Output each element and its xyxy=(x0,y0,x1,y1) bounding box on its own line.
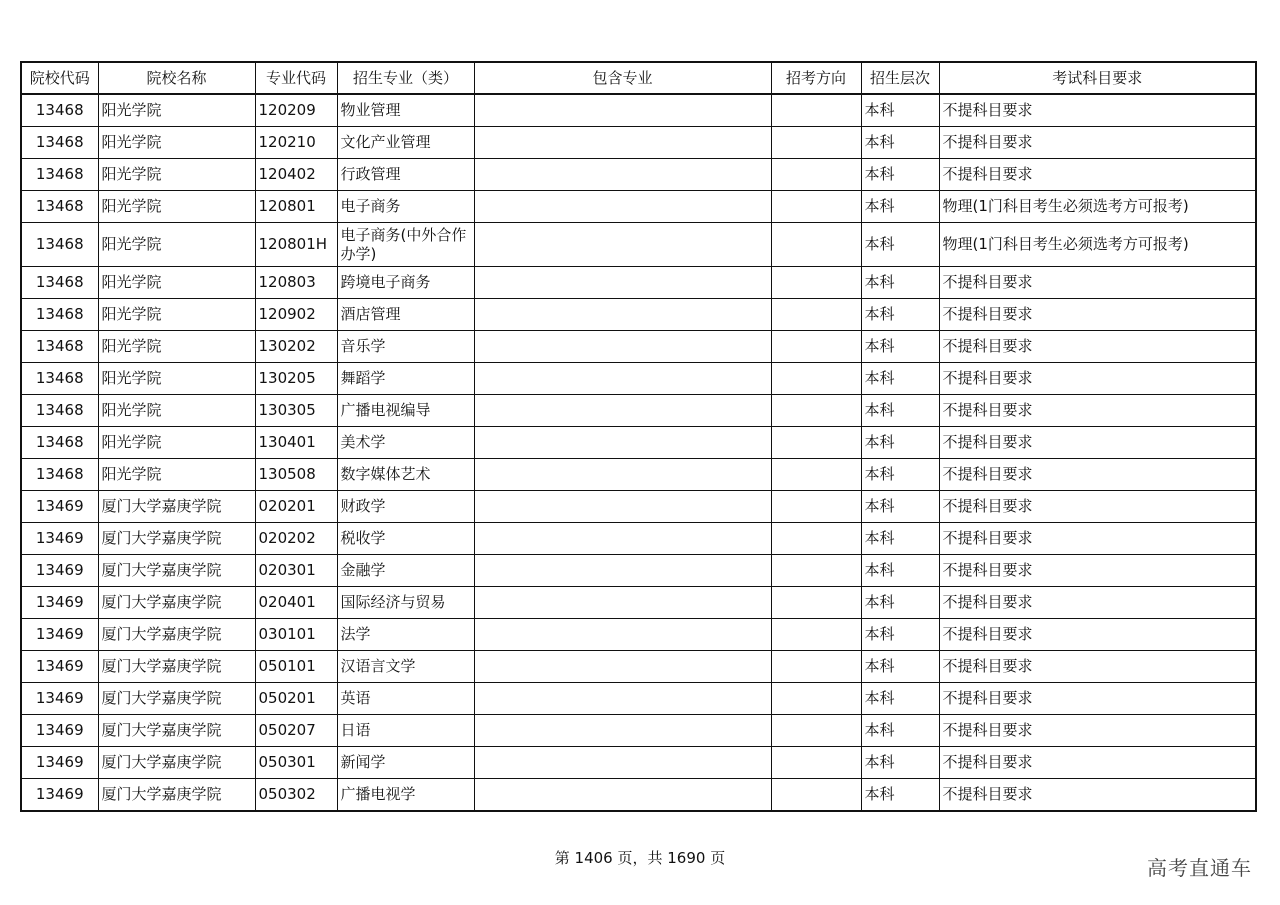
cell-major-name: 音乐学 xyxy=(337,331,474,363)
cell-school-code: 13468 xyxy=(21,459,98,491)
cell-major-name: 行政管理 xyxy=(337,159,474,191)
cell-included-majors xyxy=(474,427,771,459)
cell-included-majors xyxy=(474,395,771,427)
cell-major-name: 广播电视编导 xyxy=(337,395,474,427)
cell-level: 本科 xyxy=(861,587,939,619)
cell-subject-requirement: 不提科目要求 xyxy=(939,159,1256,191)
cell-school-name: 阳光学院 xyxy=(98,299,255,331)
cell-level: 本科 xyxy=(861,651,939,683)
cell-level: 本科 xyxy=(861,94,939,127)
cell-school-code: 13469 xyxy=(21,747,98,779)
table-row xyxy=(21,363,1256,395)
cell-direction xyxy=(771,619,861,651)
header-school-name: 院校名称 xyxy=(98,62,255,94)
cell-major-code: 020401 xyxy=(255,587,337,619)
cell-subject-requirement: 不提科目要求 xyxy=(939,331,1256,363)
cell-direction xyxy=(771,491,861,523)
cell-included-majors xyxy=(474,715,771,747)
table-row xyxy=(21,747,1256,779)
cell-included-majors xyxy=(474,159,771,191)
table-row xyxy=(21,619,1256,651)
cell-direction xyxy=(771,299,861,331)
cell-school-name: 厦门大学嘉庚学院 xyxy=(98,619,255,651)
cell-school-name: 阳光学院 xyxy=(98,127,255,159)
cell-major-code: 020202 xyxy=(255,523,337,555)
cell-school-code: 13469 xyxy=(21,587,98,619)
cell-major-code: 120801 xyxy=(255,191,337,223)
cell-level: 本科 xyxy=(861,491,939,523)
cell-major-name: 文化产业管理 xyxy=(337,127,474,159)
cell-school-code: 13469 xyxy=(21,491,98,523)
cell-included-majors xyxy=(474,491,771,523)
watermark: 高考直通车 xyxy=(1147,856,1252,880)
cell-major-name: 税收学 xyxy=(337,523,474,555)
cell-school-name: 阳光学院 xyxy=(98,191,255,223)
table-row xyxy=(21,94,1256,127)
cell-level: 本科 xyxy=(861,395,939,427)
cell-school-code: 13469 xyxy=(21,619,98,651)
cell-school-code: 13469 xyxy=(21,523,98,555)
cell-major-code: 050101 xyxy=(255,651,337,683)
header-subject-requirement: 考试科目要求 xyxy=(939,62,1256,94)
cell-included-majors xyxy=(474,331,771,363)
cell-included-majors xyxy=(474,459,771,491)
cell-subject-requirement: 不提科目要求 xyxy=(939,94,1256,127)
cell-level: 本科 xyxy=(861,299,939,331)
cell-major-name: 美术学 xyxy=(337,427,474,459)
cell-school-code: 13468 xyxy=(21,191,98,223)
cell-level: 本科 xyxy=(861,267,939,299)
cell-major-code: 050201 xyxy=(255,683,337,715)
cell-major-code: 120902 xyxy=(255,299,337,331)
cell-direction xyxy=(771,94,861,127)
cell-subject-requirement: 不提科目要求 xyxy=(939,587,1256,619)
cell-school-name: 厦门大学嘉庚学院 xyxy=(98,747,255,779)
cell-major-code: 120209 xyxy=(255,94,337,127)
cell-level: 本科 xyxy=(861,779,939,812)
cell-school-name: 厦门大学嘉庚学院 xyxy=(98,491,255,523)
cell-major-name: 酒店管理 xyxy=(337,299,474,331)
cell-major-code: 130202 xyxy=(255,331,337,363)
cell-included-majors xyxy=(474,267,771,299)
cell-major-name: 英语 xyxy=(337,683,474,715)
cell-direction xyxy=(771,587,861,619)
cell-direction xyxy=(771,267,861,299)
cell-school-code: 13469 xyxy=(21,651,98,683)
cell-school-name: 厦门大学嘉庚学院 xyxy=(98,779,255,812)
cell-direction xyxy=(771,223,861,267)
cell-subject-requirement: 不提科目要求 xyxy=(939,427,1256,459)
cell-major-code: 130401 xyxy=(255,427,337,459)
cell-major-name: 跨境电子商务 xyxy=(337,267,474,299)
cell-major-name: 新闻学 xyxy=(337,747,474,779)
cell-subject-requirement: 不提科目要求 xyxy=(939,747,1256,779)
cell-level: 本科 xyxy=(861,459,939,491)
cell-subject-requirement: 不提科目要求 xyxy=(939,683,1256,715)
cell-subject-requirement: 不提科目要求 xyxy=(939,715,1256,747)
cell-level: 本科 xyxy=(861,363,939,395)
cell-major-code: 030101 xyxy=(255,619,337,651)
cell-included-majors xyxy=(474,523,771,555)
cell-level: 本科 xyxy=(861,683,939,715)
cell-school-name: 阳光学院 xyxy=(98,223,255,267)
table-row xyxy=(21,651,1256,683)
cell-major-code: 120801H xyxy=(255,223,337,267)
cell-level: 本科 xyxy=(861,127,939,159)
cell-included-majors xyxy=(474,191,771,223)
cell-school-code: 13468 xyxy=(21,159,98,191)
cell-subject-requirement: 不提科目要求 xyxy=(939,779,1256,812)
cell-level: 本科 xyxy=(861,747,939,779)
cell-school-code: 13468 xyxy=(21,94,98,127)
table-row xyxy=(21,223,1256,267)
table-body xyxy=(21,94,1256,811)
cell-subject-requirement: 不提科目要求 xyxy=(939,127,1256,159)
table-row xyxy=(21,779,1256,812)
cell-subject-requirement: 不提科目要求 xyxy=(939,523,1256,555)
cell-included-majors xyxy=(474,127,771,159)
cell-subject-requirement: 不提科目要求 xyxy=(939,651,1256,683)
header-direction: 招考方向 xyxy=(771,62,861,94)
cell-major-code: 120210 xyxy=(255,127,337,159)
cell-level: 本科 xyxy=(861,159,939,191)
header-school-code: 院校代码 xyxy=(21,62,98,94)
table-row xyxy=(21,587,1256,619)
cell-direction xyxy=(771,459,861,491)
cell-major-code: 120803 xyxy=(255,267,337,299)
header-major-name: 招生专业（类） xyxy=(337,62,474,94)
cell-school-name: 阳光学院 xyxy=(98,267,255,299)
cell-direction xyxy=(771,715,861,747)
cell-school-name: 阳光学院 xyxy=(98,427,255,459)
cell-included-majors xyxy=(474,587,771,619)
cell-major-name: 数字媒体艺术 xyxy=(337,459,474,491)
cell-subject-requirement: 不提科目要求 xyxy=(939,619,1256,651)
cell-subject-requirement: 不提科目要求 xyxy=(939,299,1256,331)
cell-direction xyxy=(771,363,861,395)
cell-subject-requirement: 不提科目要求 xyxy=(939,459,1256,491)
cell-included-majors xyxy=(474,619,771,651)
cell-included-majors xyxy=(474,223,771,267)
cell-major-name: 物业管理 xyxy=(337,94,474,127)
cell-subject-requirement: 物理(1门科目考生必须选考方可报考) xyxy=(939,223,1256,267)
cell-direction xyxy=(771,159,861,191)
cell-major-code: 130305 xyxy=(255,395,337,427)
cell-major-name: 广播电视学 xyxy=(337,779,474,812)
table-row xyxy=(21,683,1256,715)
cell-level: 本科 xyxy=(861,191,939,223)
admission-table xyxy=(20,61,1257,812)
cell-school-code: 13469 xyxy=(21,555,98,587)
cell-major-name: 金融学 xyxy=(337,555,474,587)
cell-major-code: 130508 xyxy=(255,459,337,491)
cell-included-majors xyxy=(474,779,771,812)
header-major-code: 专业代码 xyxy=(255,62,337,94)
table-row xyxy=(21,523,1256,555)
cell-direction xyxy=(771,779,861,812)
cell-school-code: 13468 xyxy=(21,363,98,395)
cell-included-majors xyxy=(474,555,771,587)
cell-school-name: 阳光学院 xyxy=(98,459,255,491)
cell-school-code: 13468 xyxy=(21,299,98,331)
cell-school-code: 13469 xyxy=(21,779,98,812)
cell-included-majors xyxy=(474,683,771,715)
cell-major-name: 舞蹈学 xyxy=(337,363,474,395)
cell-school-code: 13469 xyxy=(21,683,98,715)
cell-major-code: 050302 xyxy=(255,779,337,812)
table-row xyxy=(21,299,1256,331)
table-row xyxy=(21,127,1256,159)
cell-subject-requirement: 不提科目要求 xyxy=(939,491,1256,523)
cell-school-name: 阳光学院 xyxy=(98,159,255,191)
table-row xyxy=(21,331,1256,363)
cell-level: 本科 xyxy=(861,619,939,651)
cell-school-code: 13468 xyxy=(21,427,98,459)
cell-school-name: 阳光学院 xyxy=(98,331,255,363)
cell-direction xyxy=(771,747,861,779)
cell-direction xyxy=(771,395,861,427)
cell-school-code: 13468 xyxy=(21,223,98,267)
cell-major-name: 电子商务 xyxy=(337,191,474,223)
cell-included-majors xyxy=(474,299,771,331)
cell-major-name: 电子商务(中外合作办学) xyxy=(337,223,474,267)
cell-subject-requirement: 物理(1门科目考生必须选考方可报考) xyxy=(939,191,1256,223)
cell-included-majors xyxy=(474,747,771,779)
table-row xyxy=(21,191,1256,223)
cell-direction xyxy=(771,427,861,459)
cell-school-name: 厦门大学嘉庚学院 xyxy=(98,587,255,619)
cell-major-name: 国际经济与贸易 xyxy=(337,587,474,619)
header-level: 招生层次 xyxy=(861,62,939,94)
table-row xyxy=(21,159,1256,191)
table-row xyxy=(21,395,1256,427)
cell-major-code: 020201 xyxy=(255,491,337,523)
cell-school-name: 阳光学院 xyxy=(98,94,255,127)
cell-included-majors xyxy=(474,94,771,127)
cell-school-code: 13468 xyxy=(21,127,98,159)
cell-school-name: 厦门大学嘉庚学院 xyxy=(98,683,255,715)
cell-level: 本科 xyxy=(861,427,939,459)
cell-included-majors xyxy=(474,363,771,395)
cell-school-name: 厦门大学嘉庚学院 xyxy=(98,651,255,683)
cell-level: 本科 xyxy=(861,555,939,587)
cell-subject-requirement: 不提科目要求 xyxy=(939,555,1256,587)
cell-major-name: 汉语言文学 xyxy=(337,651,474,683)
table-row xyxy=(21,459,1256,491)
cell-direction xyxy=(771,555,861,587)
cell-level: 本科 xyxy=(861,331,939,363)
cell-major-name: 日语 xyxy=(337,715,474,747)
table-row xyxy=(21,555,1256,587)
cell-direction xyxy=(771,127,861,159)
cell-school-name: 阳光学院 xyxy=(98,363,255,395)
cell-direction xyxy=(771,191,861,223)
cell-major-name: 法学 xyxy=(337,619,474,651)
cell-subject-requirement: 不提科目要求 xyxy=(939,267,1256,299)
cell-level: 本科 xyxy=(861,523,939,555)
table-row xyxy=(21,267,1256,299)
cell-major-code: 050301 xyxy=(255,747,337,779)
cell-subject-requirement: 不提科目要求 xyxy=(939,363,1256,395)
cell-major-code: 020301 xyxy=(255,555,337,587)
cell-level: 本科 xyxy=(861,223,939,267)
cell-school-code: 13468 xyxy=(21,267,98,299)
cell-level: 本科 xyxy=(861,715,939,747)
cell-major-code: 120402 xyxy=(255,159,337,191)
cell-school-code: 13468 xyxy=(21,331,98,363)
cell-included-majors xyxy=(474,651,771,683)
cell-school-name: 阳光学院 xyxy=(98,395,255,427)
page-number: 第 1406 页，共 1690 页 xyxy=(554,849,726,867)
cell-school-code: 13469 xyxy=(21,715,98,747)
cell-direction xyxy=(771,331,861,363)
cell-direction xyxy=(771,651,861,683)
table-row xyxy=(21,715,1256,747)
table-header-row xyxy=(21,62,1256,94)
cell-direction xyxy=(771,523,861,555)
cell-direction xyxy=(771,683,861,715)
cell-subject-requirement: 不提科目要求 xyxy=(939,395,1256,427)
cell-major-name: 财政学 xyxy=(337,491,474,523)
cell-school-name: 厦门大学嘉庚学院 xyxy=(98,523,255,555)
table-row xyxy=(21,427,1256,459)
table-row xyxy=(21,491,1256,523)
cell-school-name: 厦门大学嘉庚学院 xyxy=(98,715,255,747)
cell-major-code: 050207 xyxy=(255,715,337,747)
header-included-majors: 包含专业 xyxy=(474,62,771,94)
cell-school-code: 13468 xyxy=(21,395,98,427)
cell-school-name: 厦门大学嘉庚学院 xyxy=(98,555,255,587)
cell-major-code: 130205 xyxy=(255,363,337,395)
